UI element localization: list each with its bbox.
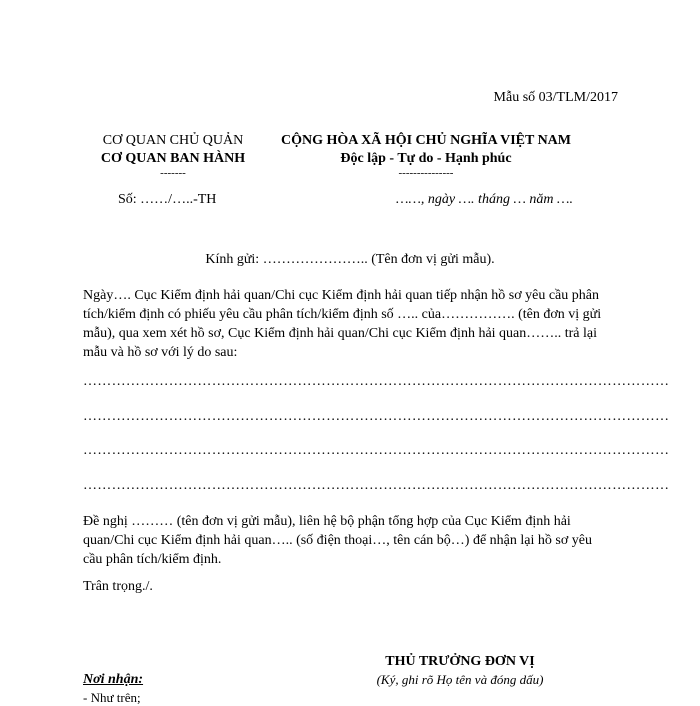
dotted-line: ……………………………………………………………………………………………………………	[83, 478, 670, 493]
form-number: Mẫu số 03/TLM/2017	[493, 90, 618, 105]
dotted-line: ……………………………………………………………………………………………………………	[83, 409, 670, 424]
national-motto: Độc lập - Tự do - Hạnh phúc	[340, 151, 512, 166]
closing-line: Trân trọng./.	[83, 579, 153, 594]
recipient-line: Kính gửi: ………………….. (Tên đơn vị gửi mẫu).	[205, 252, 495, 267]
recipients-item: - Như trên;	[83, 690, 141, 705]
national-header-block	[262, 132, 590, 178]
recipients-title: Nơi nhận:	[83, 672, 144, 687]
issuing-agency-block	[68, 132, 278, 178]
national-title: CỘNG HÒA XÃ HỘI CHỦ NGHĨA VIỆT NAM	[280, 133, 571, 148]
motto-separator: ---------------	[398, 167, 454, 179]
issuing-agency: CƠ QUAN BAN HÀNH	[100, 151, 246, 166]
agency-separator: -------	[160, 167, 186, 179]
dotted-line: ……………………………………………………………………………………………………………	[83, 443, 670, 458]
signature-title: THỦ TRƯỞNG ĐƠN VỊ	[385, 654, 535, 669]
body-paragraph-1: Ngày…. Cục Kiểm định hải quan/Chi cục Kiểm định hải quan tiếp nhận hồ sơ yêu cầu phân tích/kiểm định có phiếu yêu cầu phân tích/kiểm định số ….. của……………. (tên đơn vị gửi mẫu), qua xem xét hồ sơ, Cục Kiểm định hải quan/Chi cục Kiểm định hải quan…….. trả lại mẫu và hồ sơ với lý do sau:	[83, 288, 602, 360]
body-paragraph-2: Đề nghị ……… (tên đơn vị gửi mẫu), liên hệ bộ phận tổng hợp của Cục Kiểm định hải quan/Chi cục Kiểm định hải quan….. (số điện thoại…, tên cán bộ…) để nhận lại hồ sơ yêu cầu phân tích/kiểm định.	[83, 514, 592, 567]
document-number: Số: ……/…..-TH	[118, 192, 217, 207]
signature-note: (Ký, ghi rõ Họ tên và đóng dấu)	[376, 672, 544, 687]
dotted-line: ……………………………………………………………………………………………………………	[83, 374, 670, 389]
date-line: ……, ngày …. tháng … năm ….	[396, 192, 573, 207]
parent-agency: CƠ QUAN CHỦ QUẢN	[102, 133, 244, 148]
